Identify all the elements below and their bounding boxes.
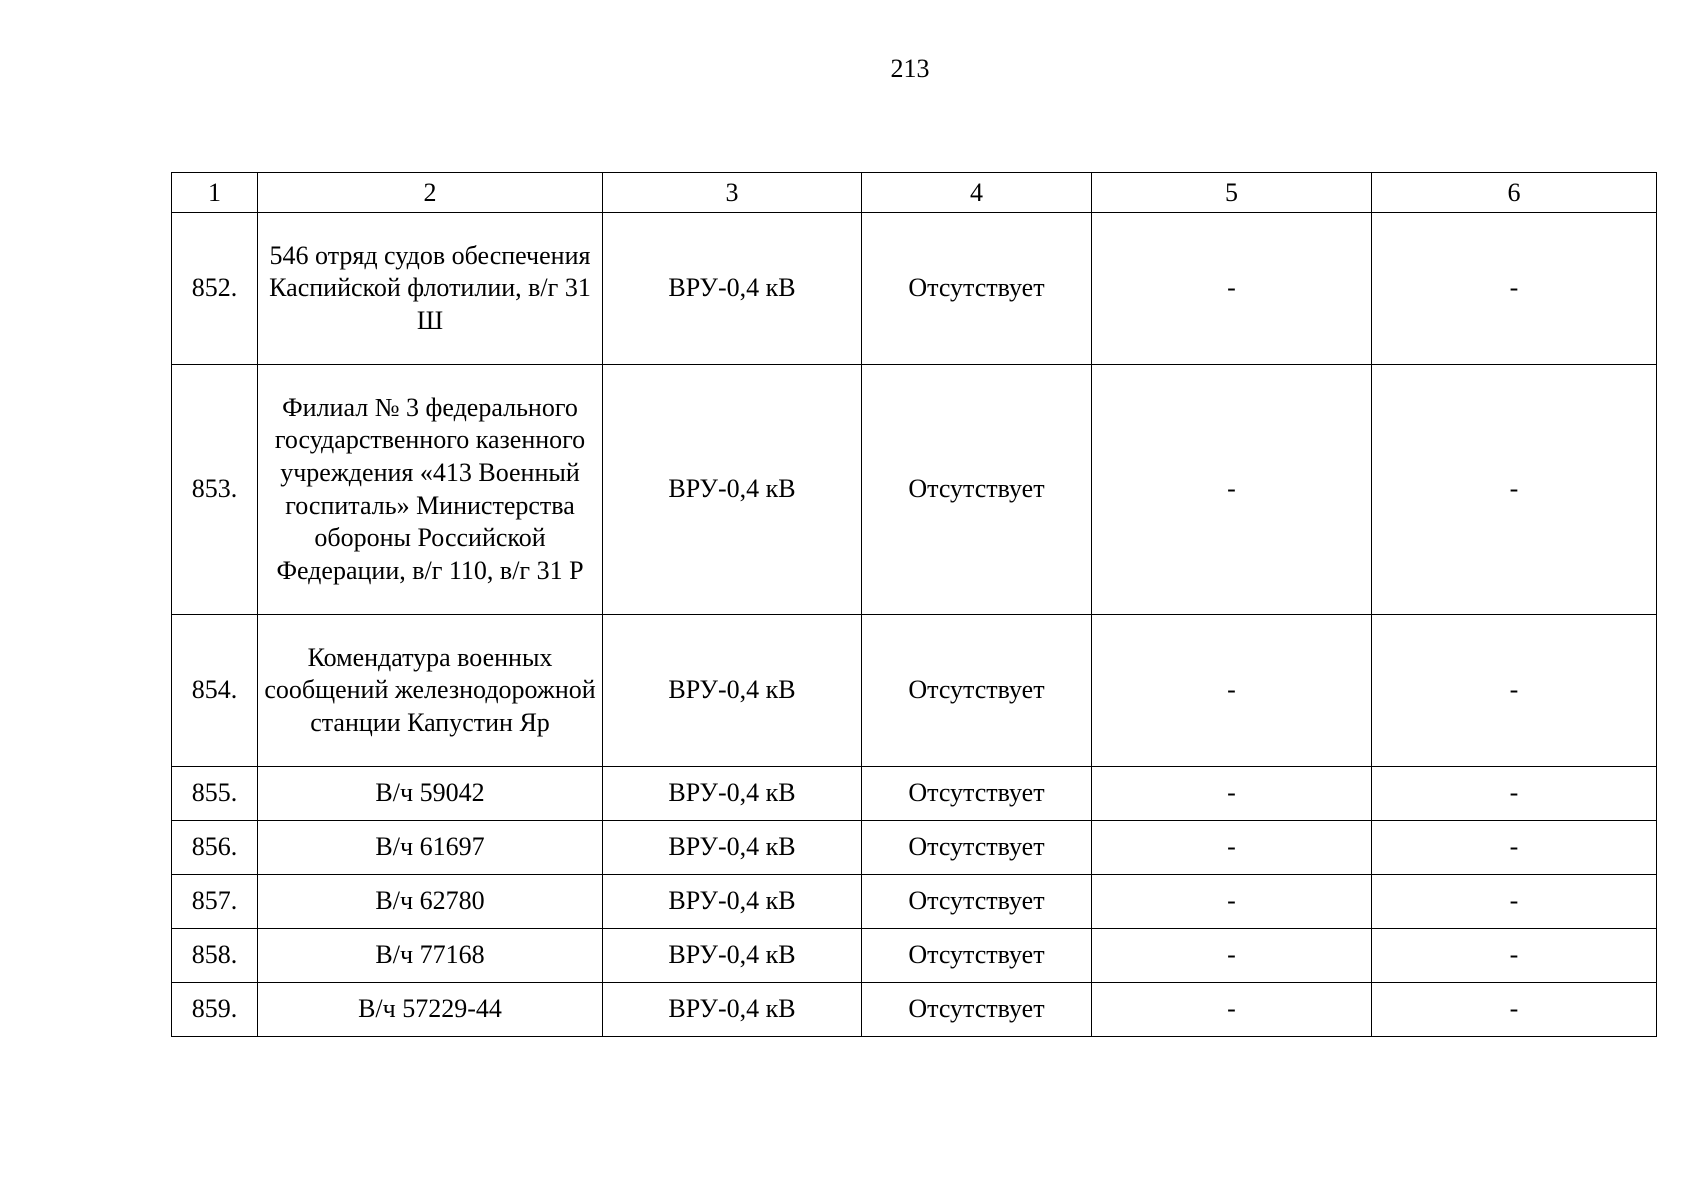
equipment-cell: ВРУ-0,4 кВ <box>603 213 862 365</box>
col5-cell: - <box>1092 365 1372 615</box>
col6-cell: - <box>1372 821 1657 875</box>
equipment-cell: ВРУ-0,4 кВ <box>603 615 862 767</box>
header-cell: 1 <box>172 173 258 213</box>
object-name-cell: В/ч 77168 <box>258 929 603 983</box>
header-cell: 6 <box>1372 173 1657 213</box>
object-name-cell: В/ч 62780 <box>258 875 603 929</box>
table-row <box>172 983 1657 1037</box>
col6-cell: - <box>1372 615 1657 767</box>
status-cell: Отсутствует <box>862 365 1092 615</box>
equipment-cell: ВРУ-0,4 кВ <box>603 821 862 875</box>
status-cell: Отсутствует <box>862 767 1092 821</box>
header-cell: 5 <box>1092 173 1372 213</box>
page-number: 213 <box>890 54 930 83</box>
status-cell: Отсутствует <box>862 983 1092 1037</box>
col6-cell: - <box>1372 983 1657 1037</box>
table-header-row <box>172 173 1657 213</box>
table-row <box>172 929 1657 983</box>
row-number-cell: 856. <box>172 821 258 875</box>
equipment-cell: ВРУ-0,4 кВ <box>603 929 862 983</box>
equipment-cell: ВРУ-0,4 кВ <box>603 767 862 821</box>
equipment-cell: ВРУ-0,4 кВ <box>603 365 862 615</box>
col6-cell: - <box>1372 929 1657 983</box>
row-number-cell: 858. <box>172 929 258 983</box>
col5-cell: - <box>1092 767 1372 821</box>
col5-cell: - <box>1092 875 1372 929</box>
table-row <box>172 615 1657 767</box>
col6-cell: - <box>1372 875 1657 929</box>
object-name-cell: Комендатура военных сообщений железнодорожной станции Капустин Яр <box>258 615 603 767</box>
col5-cell: - <box>1092 821 1372 875</box>
equipment-cell: ВРУ-0,4 кВ <box>603 983 862 1037</box>
status-cell: Отсутствует <box>862 615 1092 767</box>
object-name-cell: В/ч 57229-44 <box>258 983 603 1037</box>
col5-cell: - <box>1092 615 1372 767</box>
object-name-cell: Филиал № 3 федерального государственного казенного учреждения «413 Военный госпиталь» Министерства обороны Российской Федерации, в/г 110, в/г 31 Р <box>258 365 603 615</box>
object-name-cell: В/ч 61697 <box>258 821 603 875</box>
col6-cell: - <box>1372 213 1657 365</box>
row-number-cell: 854. <box>172 615 258 767</box>
object-name-cell: В/ч 59042 <box>258 767 603 821</box>
row-number-cell: 855. <box>172 767 258 821</box>
table-row <box>172 875 1657 929</box>
status-cell: Отсутствует <box>862 213 1092 365</box>
table-row <box>172 213 1657 365</box>
row-number-cell: 852. <box>172 213 258 365</box>
status-cell: Отсутствует <box>862 821 1092 875</box>
table-row <box>172 821 1657 875</box>
col5-cell: - <box>1092 983 1372 1037</box>
status-cell: Отсутствует <box>862 875 1092 929</box>
object-name-cell: 546 отряд судов обеспечения Каспийской флотилии, в/г 31 Ш <box>258 213 603 365</box>
header-cell: 4 <box>862 173 1092 213</box>
table-row <box>172 767 1657 821</box>
row-number-cell: 857. <box>172 875 258 929</box>
data-table <box>171 172 1657 1037</box>
header-cell: 3 <box>603 173 862 213</box>
col6-cell: - <box>1372 365 1657 615</box>
col6-cell: - <box>1372 767 1657 821</box>
col5-cell: - <box>1092 929 1372 983</box>
equipment-cell: ВРУ-0,4 кВ <box>603 875 862 929</box>
col5-cell: - <box>1092 213 1372 365</box>
status-cell: Отсутствует <box>862 929 1092 983</box>
row-number-cell: 853. <box>172 365 258 615</box>
table-row <box>172 365 1657 615</box>
row-number-cell: 859. <box>172 983 258 1037</box>
header-cell: 2 <box>258 173 603 213</box>
